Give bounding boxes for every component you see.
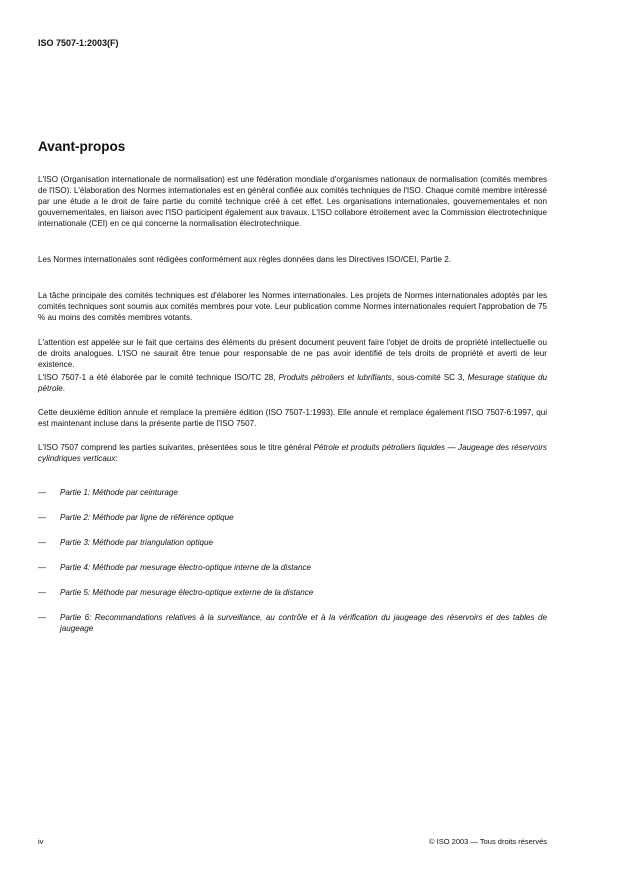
list-item: [38, 537, 547, 548]
list-item: [38, 512, 547, 523]
paragraph-patents: L'attention est appelée sur le fait que certains des éléments du présent document peuvent faire l'objet de droits de propriété intellectuelle ou de droits analogues. L'ISO ne saurait être tenue pour responsable de ne pas avoir identifié de tels droits de propriété et averti de leur existence.: [38, 338, 547, 369]
general-title: Pétrole et produits pétroliers liquides — Jaugeage des réservoirs cylindriques verticaux: [38, 443, 547, 463]
subcommittee-title: Mesurage statique du pétrole: [38, 373, 547, 393]
text: L'ISO 7507 comprend les parties suivantes, présentées sous le titre général: [38, 443, 314, 452]
list-item: [38, 487, 547, 498]
part-title: Partie 2: Méthode par ligne de référence optique: [60, 513, 234, 522]
part-title: Partie 1: Méthode par ceinturage: [60, 488, 178, 497]
list-dash: —: [38, 588, 47, 597]
part-title: Partie 3: Méthode par triangulation optique: [60, 538, 213, 547]
section-title: Avant-propos: [38, 139, 126, 154]
text: .: [62, 384, 65, 393]
text: L'ISO 7507-1 a été élaborée par le comité technique ISO/TC 28,: [38, 373, 279, 382]
list-dash: —: [38, 613, 47, 622]
list-item: [38, 612, 547, 634]
list-dash: —: [38, 563, 47, 572]
text: , sous-comité SC 3,: [391, 373, 468, 382]
paragraph-iso-intro: L'ISO (Organisation internationale de normalisation) est une fédération mondiale d'organismes nationaux de normalisation (comités membres de l'ISO). L'élaboration des Normes internationales est en général confiée aux comités techniques de l'ISO. Chaque comité membre intéressé par une étude a le droit de faire partie du comité technique créé à cet effet. Les organisations internationales, gouvernementales et non gouvernementales, en liaison avec l'ISO participent également aux travaux. L'ISO collabore étroitement avec la Commission électrotechnique internationale (CEI) en ce qui concerne la normalisation électrotechnique.: [38, 175, 547, 228]
paragraph-committees: La tâche principale des comités techniques est d'élaborer les Normes internationales. Les projets de Normes internationales adoptés par les comités techniques sont soumis aux comités membres pour vote. Leur publication comme Normes internationales requiert l'approbation de 75 % au moins des comités membres votants.: [38, 291, 547, 322]
part-title: Partie 6: Recommandations relatives à la surveillance, au contrôle et à la vérification du jaugeage des réservoirs et des tables de jaugeage: [60, 613, 547, 633]
copyright-notice: © ISO 2003 — Tous droits réservés: [429, 837, 547, 846]
part-title: Partie 5: Méthode par mesurage électro-optique externe de la distance: [60, 588, 314, 597]
list-dash: —: [38, 538, 47, 547]
list-dash: —: [38, 488, 47, 497]
page-number: iv: [38, 837, 44, 846]
list-dash: —: [38, 513, 47, 522]
list-item: [38, 562, 547, 573]
paragraph-committee-info: [38, 372, 547, 394]
list-item: [38, 587, 547, 598]
paragraph-edition: Cette deuxième édition annule et remplace la première édition (ISO 7507-1:1993). Elle annule et remplace également l'ISO 7507-6:1997, qui est maintenant incluse dans la présente partie de l'ISO 7507.: [38, 408, 547, 428]
document-header: ISO 7507-1:2003(F): [38, 38, 119, 48]
committee-title: Produits pétroliers et lubrifiants: [278, 373, 392, 382]
part-title: Partie 4: Méthode par mesurage électro-optique interne de la distance: [60, 563, 312, 572]
paragraph-parts-intro: [38, 442, 547, 464]
paragraph-directives: Les Normes internationales sont rédigées conformément aux règles données dans les Directives ISO/CEI, Partie 2.: [38, 255, 451, 264]
text: :: [115, 454, 118, 463]
